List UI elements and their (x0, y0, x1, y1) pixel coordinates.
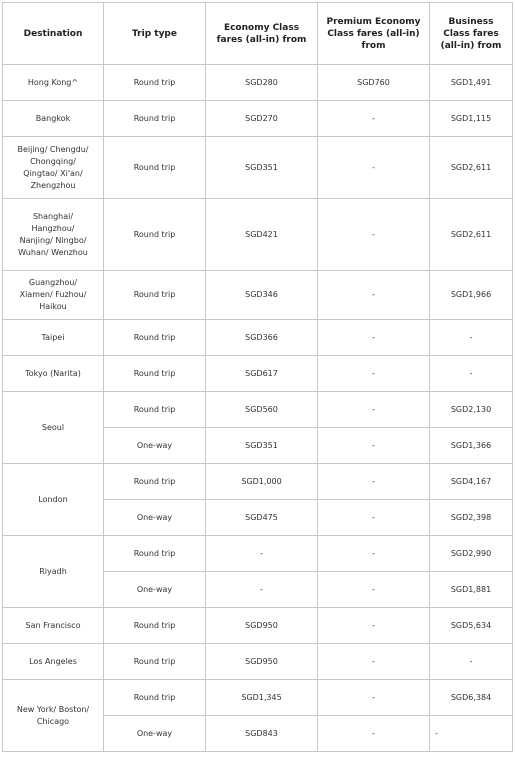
economy-fare-cell: SGD1,345 (206, 680, 318, 716)
economy-fare-cell: SGD617 (206, 356, 318, 392)
business-fare-cell: SGD2,990 (430, 536, 513, 572)
destination-cell: Riyadh (3, 536, 104, 608)
economy-fare-cell: SGD351 (206, 137, 318, 199)
business-fare-cell: SGD4,167 (430, 464, 513, 500)
fares-table (2, 2, 513, 752)
trip-type-cell: Round trip (104, 464, 206, 500)
business-fare-cell: SGD2,398 (430, 500, 513, 536)
header-destination: Destination (3, 3, 104, 65)
economy-fare-cell: SGD560 (206, 392, 318, 428)
economy-fare-cell: SGD421 (206, 199, 318, 271)
destination-cell: Bangkok (3, 101, 104, 137)
business-fare-cell: SGD6,384 (430, 680, 513, 716)
trip-type-cell: Round trip (104, 680, 206, 716)
business-fare-cell: - (430, 644, 513, 680)
table-row (3, 608, 513, 644)
table-row (3, 464, 513, 500)
premium-fare-cell: - (318, 464, 430, 500)
economy-fare-cell: SGD1,000 (206, 464, 318, 500)
premium-fare-cell: - (318, 392, 430, 428)
trip-type-cell: Round trip (104, 608, 206, 644)
economy-fare-cell: - (206, 536, 318, 572)
trip-type-cell: One-way (104, 572, 206, 608)
premium-fare-cell: - (318, 428, 430, 464)
table-row (3, 199, 513, 271)
economy-fare-cell: SGD950 (206, 644, 318, 680)
trip-type-cell: Round trip (104, 65, 206, 101)
premium-fare-cell: - (318, 572, 430, 608)
business-fare-cell: SGD2,611 (430, 137, 513, 199)
table-header-row (3, 3, 513, 65)
premium-fare-cell: - (318, 500, 430, 536)
economy-fare-cell: SGD475 (206, 500, 318, 536)
table-row (3, 137, 513, 199)
business-fare-cell: SGD2,130 (430, 392, 513, 428)
destination-cell: New York/ Boston/ Chicago (3, 680, 104, 752)
header-economy: Economy Class fares (all-in) from (206, 3, 318, 65)
destination-cell: Beijing/ Chengdu/ Chongqing/ Qingtao/ Xi'an/ Zhengzhou (3, 137, 104, 199)
destination-cell: Hong Kong^ (3, 65, 104, 101)
trip-type-cell: One-way (104, 500, 206, 536)
header-trip-type: Trip type (104, 3, 206, 65)
business-fare-cell: - (430, 356, 513, 392)
trip-type-cell: Round trip (104, 356, 206, 392)
destination-cell: Tokyo (Narita) (3, 356, 104, 392)
premium-fare-cell: - (318, 320, 430, 356)
premium-fare-cell: - (318, 680, 430, 716)
table-row (3, 101, 513, 137)
premium-fare-cell: - (318, 101, 430, 137)
premium-fare-cell: - (318, 608, 430, 644)
business-fare-cell: - (430, 320, 513, 356)
table-row (3, 271, 513, 320)
destination-cell: Los Angeles (3, 644, 104, 680)
premium-fare-cell: - (318, 137, 430, 199)
trip-type-cell: Round trip (104, 320, 206, 356)
trip-type-cell: One-way (104, 716, 206, 752)
economy-fare-cell: SGD366 (206, 320, 318, 356)
business-fare-cell: SGD5,634 (430, 608, 513, 644)
table-row (3, 320, 513, 356)
premium-fare-cell: SGD760 (318, 65, 430, 101)
table-row (3, 356, 513, 392)
business-fare-cell: SGD1,966 (430, 271, 513, 320)
premium-fare-cell: - (318, 536, 430, 572)
table-row (3, 644, 513, 680)
destination-cell: San Francisco (3, 608, 104, 644)
economy-fare-cell: - (206, 572, 318, 608)
destination-cell: Seoul (3, 392, 104, 464)
destination-cell: Taipei (3, 320, 104, 356)
trip-type-cell: Round trip (104, 392, 206, 428)
premium-fare-cell: - (318, 644, 430, 680)
trip-type-cell: One-way (104, 428, 206, 464)
business-fare-cell: SGD2,611 (430, 199, 513, 271)
destination-cell: Guangzhou/ Xiamen/ Fuzhou/ Haikou (3, 271, 104, 320)
business-fare-cell: SGD1,366 (430, 428, 513, 464)
premium-fare-cell: - (318, 356, 430, 392)
business-fare-cell: SGD1,491 (430, 65, 513, 101)
economy-fare-cell: SGD843 (206, 716, 318, 752)
table-row (3, 680, 513, 716)
premium-fare-cell: - (318, 716, 430, 752)
header-premium-economy: Premium Economy Class fares (all-in) from (318, 3, 430, 65)
economy-fare-cell: SGD280 (206, 65, 318, 101)
business-fare-cell: SGD1,115 (430, 101, 513, 137)
destination-cell: London (3, 464, 104, 536)
trip-type-cell: Round trip (104, 644, 206, 680)
economy-fare-cell: SGD346 (206, 271, 318, 320)
header-business: Business Class fares (all-in) from (430, 3, 513, 65)
economy-fare-cell: SGD351 (206, 428, 318, 464)
premium-fare-cell: - (318, 199, 430, 271)
trip-type-cell: Round trip (104, 137, 206, 199)
economy-fare-cell: SGD270 (206, 101, 318, 137)
table-row (3, 65, 513, 101)
destination-cell: Shanghai/ Hangzhou/ Nanjing/ Ningbo/ Wuhan/ Wenzhou (3, 199, 104, 271)
economy-fare-cell: SGD950 (206, 608, 318, 644)
business-fare-cell: SGD1,881 (430, 572, 513, 608)
trip-type-cell: Round trip (104, 536, 206, 572)
table-row (3, 392, 513, 428)
trip-type-cell: Round trip (104, 101, 206, 137)
table-row (3, 536, 513, 572)
premium-fare-cell: - (318, 271, 430, 320)
trip-type-cell: Round trip (104, 271, 206, 320)
trip-type-cell: Round trip (104, 199, 206, 271)
business-fare-cell: - (430, 716, 513, 752)
